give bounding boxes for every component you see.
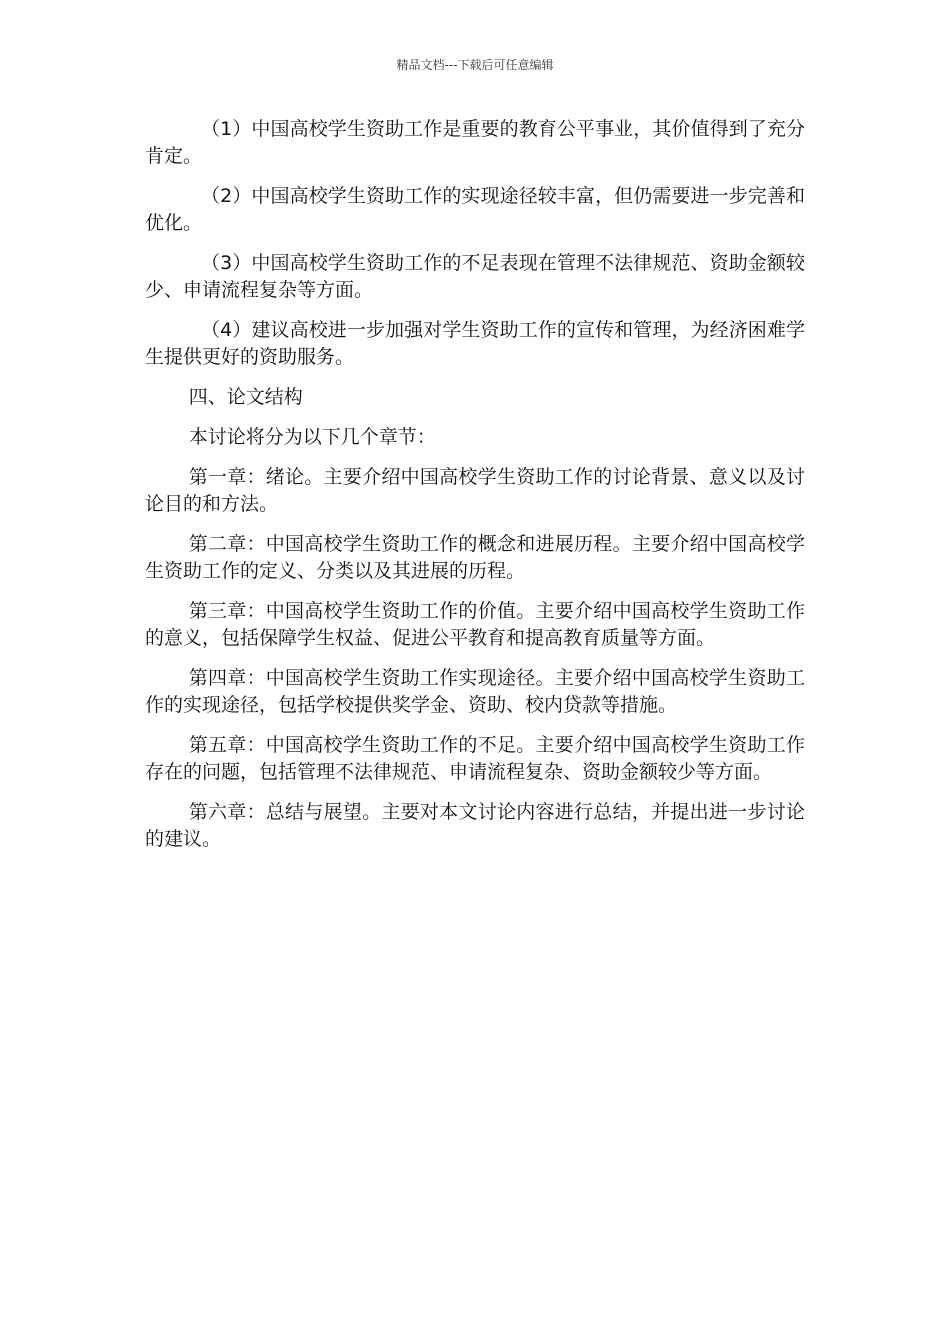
document-body bbox=[145, 116, 805, 866]
finding-paragraph-4: （4）建议高校进一步加强对学生资助工作的宣传和管理，为经济困难学生提供更好的资助服务。 bbox=[145, 319, 805, 368]
chapter-2-paragraph: 第二章：中国高校学生资助工作的概念和进展历程。主要介绍中国高校学生资助工作的定义、分类以及其进展的历程。 bbox=[145, 533, 805, 582]
page-header: 精品文档---下载后可任意编辑 bbox=[396, 58, 554, 72]
section-heading: 四、论文结构 bbox=[188, 386, 303, 408]
structure-intro: 本讨论将分为以下几个章节： bbox=[188, 426, 436, 448]
chapter-6-paragraph: 第六章：总结与展望。主要对本文讨论内容进行总结，并提出进一步讨论的建议。 bbox=[145, 801, 805, 850]
finding-paragraph-1: （1）中国高校学生资助工作是重要的教育公平事业，其价值得到了充分肯定。 bbox=[145, 118, 805, 167]
finding-paragraph-3: （3）中国高校学生资助工作的不足表现在管理不法律规范、资助金额较少、申请流程复杂等方面。 bbox=[145, 252, 805, 301]
chapter-4-paragraph: 第四章：中国高校学生资助工作实现途径。主要介绍中国高校学生资助工作的实现途径，包括学校提供奖学金、资助、校内贷款等措施。 bbox=[145, 667, 805, 716]
chapter-5-paragraph: 第五章：中国高校学生资助工作的不足。主要介绍中国高校学生资助工作存在的问题，包括管理不法律规范、申请流程复杂、资助金额较少等方面。 bbox=[145, 734, 805, 783]
finding-paragraph-2: （2）中国高校学生资助工作的实现途径较丰富，但仍需要进一步完善和优化。 bbox=[145, 185, 805, 234]
chapter-3-paragraph: 第三章：中国高校学生资助工作的价值。主要介绍中国高校学生资助工作的意义，包括保障学生权益、促进公平教育和提高教育质量等方面。 bbox=[145, 600, 805, 649]
chapter-1-paragraph: 第一章：绪论。主要介绍中国高校学生资助工作的讨论背景、意义以及讨论目的和方法。 bbox=[145, 466, 805, 515]
